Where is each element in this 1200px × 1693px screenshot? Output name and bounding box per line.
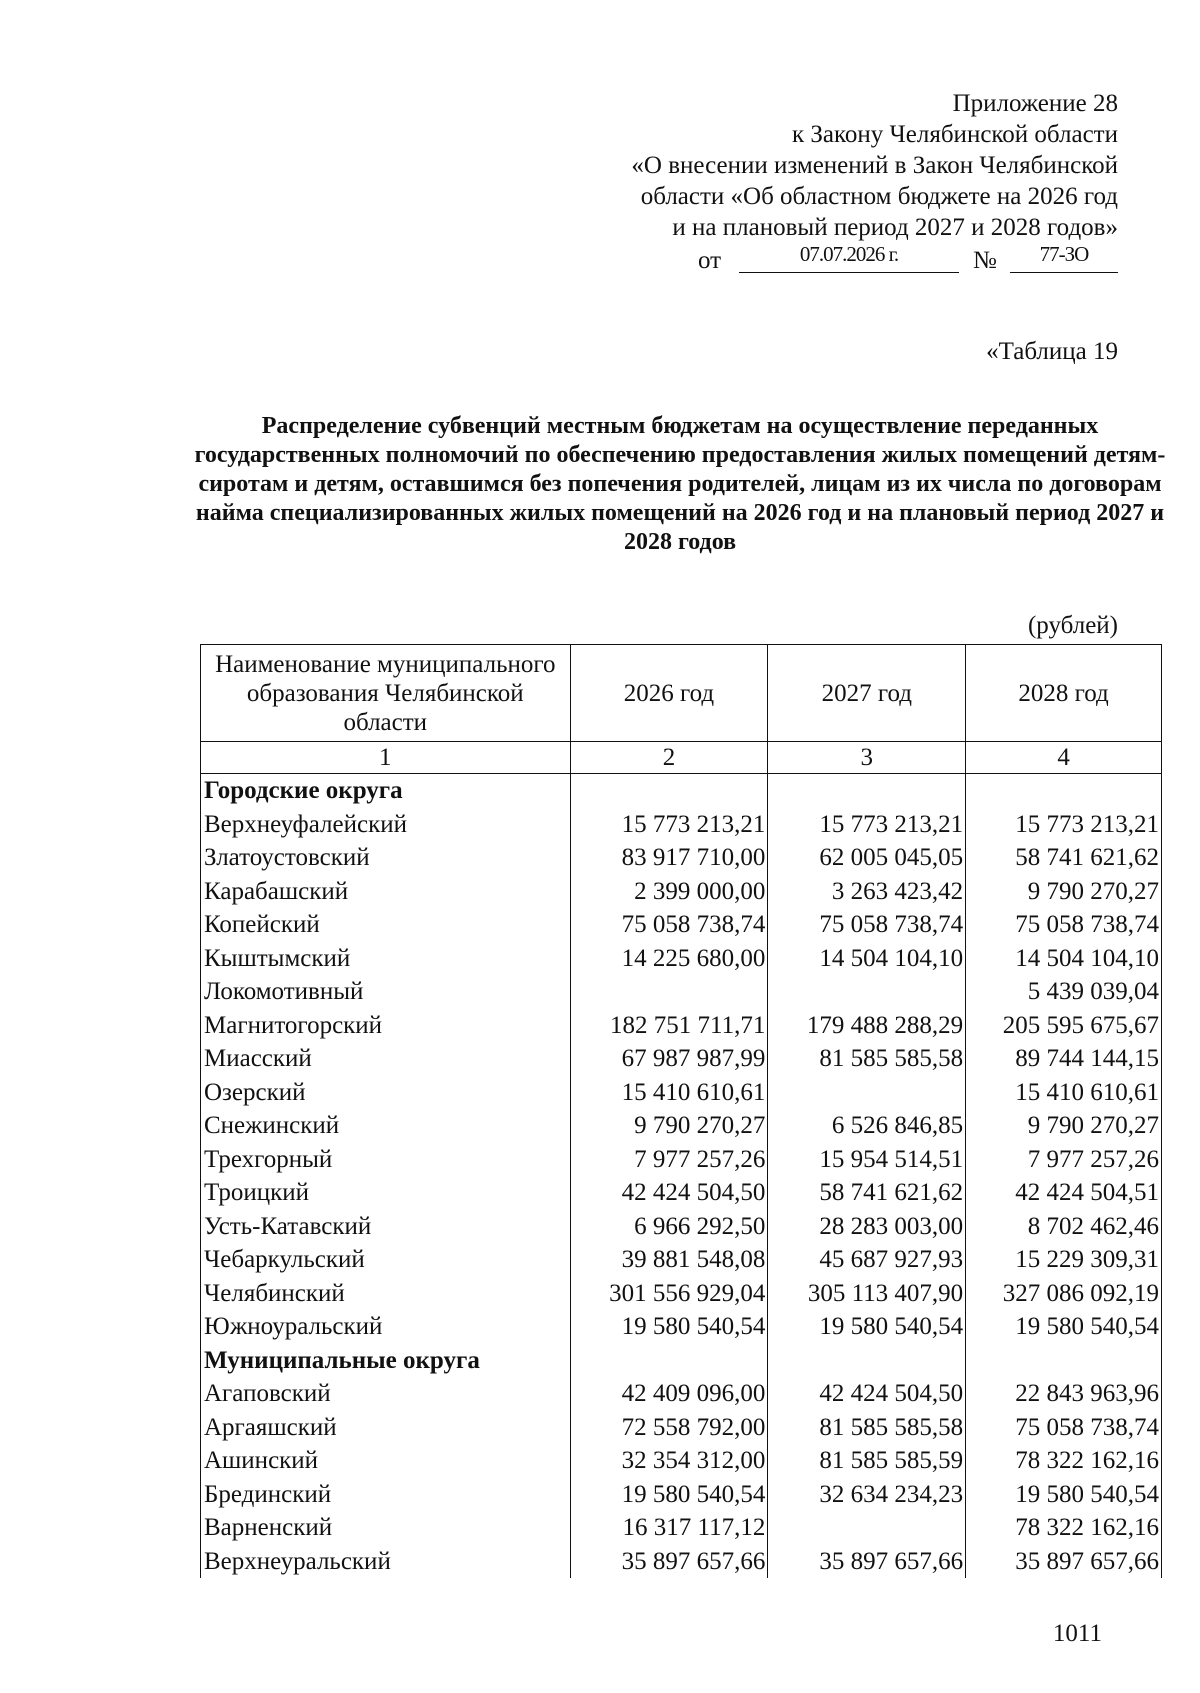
table-row <box>201 875 1162 909</box>
municipality-name: Снежинский <box>201 1109 571 1143</box>
municipality-name: Челябинский <box>201 1277 571 1311</box>
section-name: Городские округа <box>201 774 571 808</box>
column-number: 1 <box>201 742 571 774</box>
appendix-line: Приложение 28 <box>952 90 1118 117</box>
empty-cell <box>570 774 768 808</box>
municipality-name: Аргаяшский <box>201 1411 571 1445</box>
value-2026: 19 580 540,54 <box>570 1478 768 1512</box>
appendix-line: области «Об областном бюджете на 2026 год <box>640 183 1118 210</box>
value-2028: 15 229 309,31 <box>966 1243 1162 1277</box>
table-row <box>201 1143 1162 1177</box>
value-2026: 35 897 657,66 <box>570 1545 768 1579</box>
value-2026: 7 977 257,26 <box>570 1143 768 1177</box>
value-2027: 45 687 927,93 <box>768 1243 966 1277</box>
table-header-row <box>201 645 1162 742</box>
value-2028: 19 580 540,54 <box>966 1478 1162 1512</box>
municipality-name: Южноуральский <box>201 1310 571 1344</box>
value-2027 <box>768 1076 966 1110</box>
value-2028: 15 410 610,61 <box>966 1076 1162 1110</box>
value-2028: 7 977 257,26 <box>966 1143 1162 1177</box>
value-2026: 75 058 738,74 <box>570 908 768 942</box>
table-row <box>201 1377 1162 1411</box>
municipality-name: Агаповский <box>201 1377 571 1411</box>
value-2027: 15 954 514,51 <box>768 1143 966 1177</box>
value-2028: 9 790 270,27 <box>966 875 1162 909</box>
value-2028: 58 741 621,62 <box>966 841 1162 875</box>
empty-cell <box>768 1344 966 1378</box>
value-2027: 81 585 585,59 <box>768 1444 966 1478</box>
number-label: № <box>973 247 997 274</box>
appendix-header <box>558 88 1118 243</box>
header-2028: 2028 год <box>966 645 1162 742</box>
value-2027: 35 897 657,66 <box>768 1545 966 1579</box>
column-number: 3 <box>768 742 966 774</box>
value-2026 <box>570 975 768 1009</box>
value-2028: 35 897 657,66 <box>966 1545 1162 1579</box>
value-2027: 62 005 045,05 <box>768 841 966 875</box>
value-2028: 9 790 270,27 <box>966 1109 1162 1143</box>
value-2028: 19 580 540,54 <box>966 1310 1162 1344</box>
value-2026: 14 225 680,00 <box>570 942 768 976</box>
table-row <box>201 1545 1162 1579</box>
header-municipality: Наименование муниципального образования Челябинской области <box>201 645 571 742</box>
value-2026: 301 556 929,04 <box>570 1277 768 1311</box>
value-2026: 72 558 792,00 <box>570 1411 768 1445</box>
municipality-name: Верхнеуфалейский <box>201 808 571 842</box>
value-2027: 6 526 846,85 <box>768 1109 966 1143</box>
table-row <box>201 1277 1162 1311</box>
value-2027: 58 741 621,62 <box>768 1176 966 1210</box>
value-2028: 75 058 738,74 <box>966 1411 1162 1445</box>
table-row <box>201 1478 1162 1512</box>
section-row <box>201 1344 1162 1378</box>
table-row <box>201 1009 1162 1043</box>
value-2026: 15 773 213,21 <box>570 808 768 842</box>
section-name: Муниципальные округа <box>201 1344 571 1378</box>
table-row <box>201 1042 1162 1076</box>
value-2028: 75 058 738,74 <box>966 908 1162 942</box>
value-2027: 32 634 234,23 <box>768 1478 966 1512</box>
table-row <box>201 1444 1162 1478</box>
page-number: 1011 <box>1052 1620 1102 1647</box>
value-2027: 75 058 738,74 <box>768 908 966 942</box>
value-2027: 42 424 504,50 <box>768 1377 966 1411</box>
empty-cell <box>570 1344 768 1378</box>
table-row <box>201 1411 1162 1445</box>
table-row <box>201 975 1162 1009</box>
value-2027: 179 488 288,29 <box>768 1009 966 1043</box>
value-2027: 19 580 540,54 <box>768 1310 966 1344</box>
section-row <box>201 774 1162 808</box>
appendix-line: и на плановый период 2027 и 2028 годов» <box>672 214 1118 241</box>
table-row <box>201 1243 1162 1277</box>
column-number-row <box>201 742 1162 774</box>
column-number: 2 <box>570 742 768 774</box>
table-row <box>201 1310 1162 1344</box>
value-2027: 305 113 407,90 <box>768 1277 966 1311</box>
law-number: 77-ЗО <box>1010 242 1118 273</box>
municipality-name: Брединский <box>201 1478 571 1512</box>
municipality-name: Чебаркульский <box>201 1243 571 1277</box>
value-2026: 42 409 096,00 <box>570 1377 768 1411</box>
value-2028: 14 504 104,10 <box>966 942 1162 976</box>
empty-cell <box>966 774 1162 808</box>
table-row <box>201 1109 1162 1143</box>
unit-label: (рублей) <box>1027 612 1118 639</box>
empty-cell <box>966 1344 1162 1378</box>
value-2026: 42 424 504,50 <box>570 1176 768 1210</box>
municipality-name: Карабашский <box>201 875 571 909</box>
value-2027: 28 283 003,00 <box>768 1210 966 1244</box>
value-2027 <box>768 975 966 1009</box>
empty-cell <box>768 774 966 808</box>
appendix-line: «О внесении изменений в Закон Челябинской <box>631 152 1118 179</box>
value-2026: 9 790 270,27 <box>570 1109 768 1143</box>
municipality-name: Трехгорный <box>201 1143 571 1177</box>
value-2026: 16 317 117,12 <box>570 1511 768 1545</box>
value-2027: 3 263 423,42 <box>768 875 966 909</box>
value-2028: 8 702 462,46 <box>966 1210 1162 1244</box>
value-2026: 39 881 548,08 <box>570 1243 768 1277</box>
value-2027: 14 504 104,10 <box>768 942 966 976</box>
value-2026: 2 399 000,00 <box>570 875 768 909</box>
subvention-table <box>200 644 1162 1578</box>
municipality-name: Копейский <box>201 908 571 942</box>
value-2028: 15 773 213,21 <box>966 808 1162 842</box>
table-label: «Таблица 19 <box>986 338 1118 365</box>
table-row <box>201 1076 1162 1110</box>
value-2027: 81 585 585,58 <box>768 1042 966 1076</box>
value-2028: 22 843 963,96 <box>966 1377 1162 1411</box>
value-2028: 5 439 039,04 <box>966 975 1162 1009</box>
municipality-name: Варненский <box>201 1511 571 1545</box>
table-row <box>201 1511 1162 1545</box>
value-2028: 78 322 162,16 <box>966 1444 1162 1478</box>
municipality-name: Златоустовский <box>201 841 571 875</box>
table-row <box>201 1210 1162 1244</box>
municipality-name: Магнитогорский <box>201 1009 571 1043</box>
municipality-name: Кыштымский <box>201 942 571 976</box>
value-2028: 327 086 092,19 <box>966 1277 1162 1311</box>
table-row <box>201 808 1162 842</box>
value-2026: 182 751 711,71 <box>570 1009 768 1043</box>
law-date: 07.07.2026 г. <box>739 242 959 273</box>
municipality-name: Троицкий <box>201 1176 571 1210</box>
value-2028: 42 424 504,51 <box>966 1176 1162 1210</box>
table-row <box>201 1176 1162 1210</box>
value-2026: 67 987 987,99 <box>570 1042 768 1076</box>
value-2026: 32 354 312,00 <box>570 1444 768 1478</box>
header-2026: 2026 год <box>570 645 768 742</box>
value-2027: 15 773 213,21 <box>768 808 966 842</box>
from-label: от <box>698 247 722 274</box>
table-body <box>201 774 1162 1579</box>
value-2028: 89 744 144,15 <box>966 1042 1162 1076</box>
table-row <box>201 942 1162 976</box>
municipality-name: Миасский <box>201 1042 571 1076</box>
municipality-name: Усть-Катавский <box>201 1210 571 1244</box>
value-2026: 83 917 710,00 <box>570 841 768 875</box>
value-2028: 205 595 675,67 <box>966 1009 1162 1043</box>
table-row <box>201 908 1162 942</box>
appendix-line: к Закону Челябинской области <box>792 121 1118 148</box>
value-2027: 81 585 585,58 <box>768 1411 966 1445</box>
document-title: Распределение субвенций местным бюджетам на осуществление переданных государственных полномочий по обеспечению предоставления жилых помещений детям-сиротам и детям, оставшимся без попечения родителей, лицам из их числа по договорам найма специализированных жилых помещений на 2026 год и на плановый период 2027 и 2028 годов <box>194 413 1166 555</box>
header-2027: 2027 год <box>768 645 966 742</box>
value-2026: 6 966 292,50 <box>570 1210 768 1244</box>
municipality-name: Верхнеуральский <box>201 1545 571 1579</box>
municipality-name: Озерский <box>201 1076 571 1110</box>
value-2026: 19 580 540,54 <box>570 1310 768 1344</box>
municipality-name: Локомотивный <box>201 975 571 1009</box>
municipality-name: Ашинский <box>201 1444 571 1478</box>
value-2028: 78 322 162,16 <box>966 1511 1162 1545</box>
value-2027 <box>768 1511 966 1545</box>
column-number: 4 <box>966 742 1162 774</box>
law-date-number <box>698 243 1118 277</box>
table-row <box>201 841 1162 875</box>
value-2026: 15 410 610,61 <box>570 1076 768 1110</box>
